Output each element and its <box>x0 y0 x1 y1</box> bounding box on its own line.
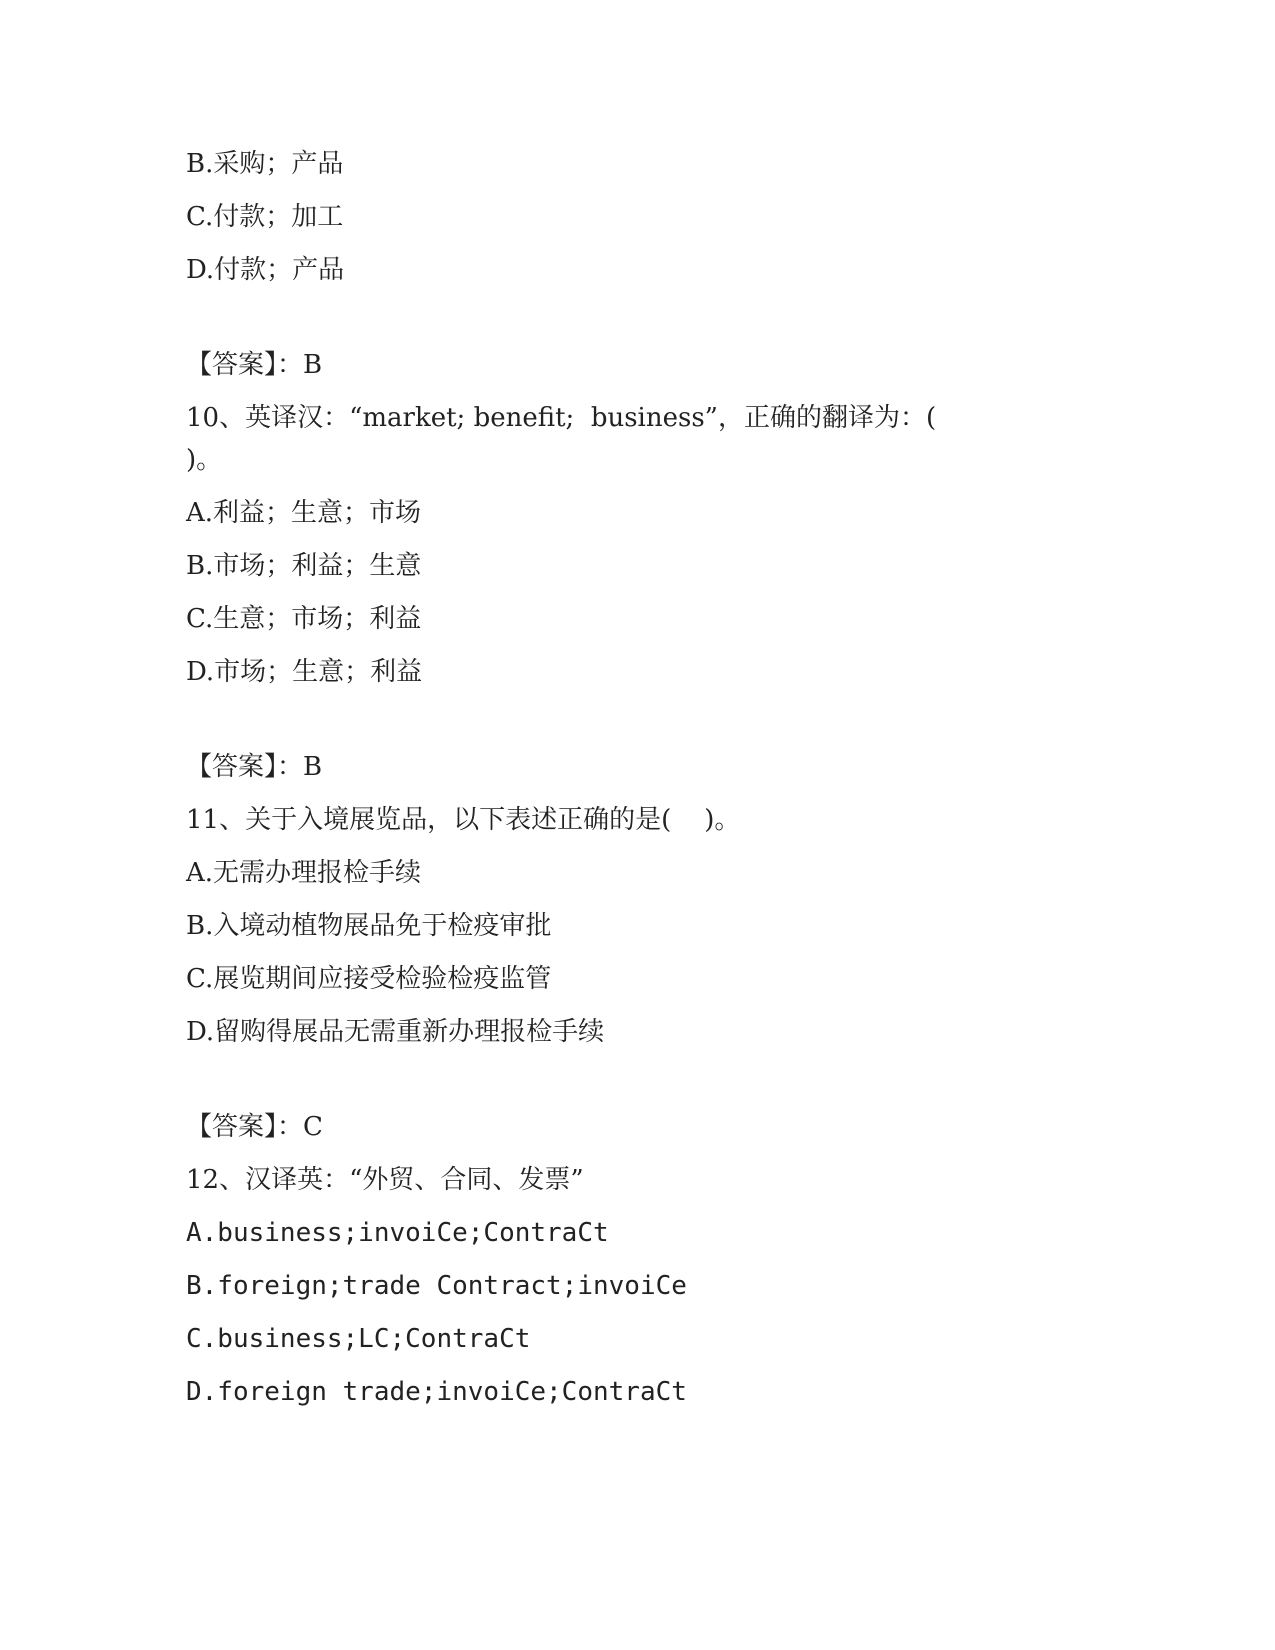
q11-answer: 【答案】：C <box>186 1112 323 1142</box>
q12-option-d: D.foreign trade;invoiCe;ContraCt <box>186 1377 687 1407</box>
q12-option-a: A.business;invoiCe;ContraCt <box>186 1218 609 1248</box>
q12-option-b: B.foreign;trade Contract;invoiCe <box>186 1271 687 1301</box>
q12-option-c: C.business;LC;ContraCt <box>186 1324 531 1354</box>
q11-option-d: D.留购得展品无需重新办理报检手续 <box>186 1017 605 1047</box>
q11-stem: 11、关于入境展览品，以下表述正确的是( )。 <box>186 805 741 835</box>
q9-option-c: C.付款；加工 <box>186 202 344 232</box>
q12-stem: 12、汉译英：“外贸、合同、发票” <box>186 1165 584 1195</box>
q9-option-b: B.采购；产品 <box>186 149 344 179</box>
q10-stem: 10、英译汉：“market; benefit; business”，正确的翻译为：( <box>186 403 937 433</box>
q10-option-c: C.生意；市场；利益 <box>186 604 422 634</box>
q11-option-a: A.无需办理报检手续 <box>186 858 422 888</box>
q9-answer: 【答案】：B <box>186 350 323 380</box>
q10-option-b: B.市场；利益；生意 <box>186 551 422 581</box>
q10-answer: 【答案】：B <box>186 752 323 782</box>
q9-option-d: D.付款；产品 <box>186 255 345 285</box>
q10-stem-continued: )。 <box>186 445 223 475</box>
q11-option-b: B.入境动植物展品免于检疫审批 <box>186 911 552 941</box>
q10-option-d: D.市场；生意；利益 <box>186 657 423 687</box>
q10-option-a: A.利益；生意；市场 <box>186 498 422 528</box>
q11-option-c: C.展览期间应接受检验检疫监管 <box>186 964 552 994</box>
